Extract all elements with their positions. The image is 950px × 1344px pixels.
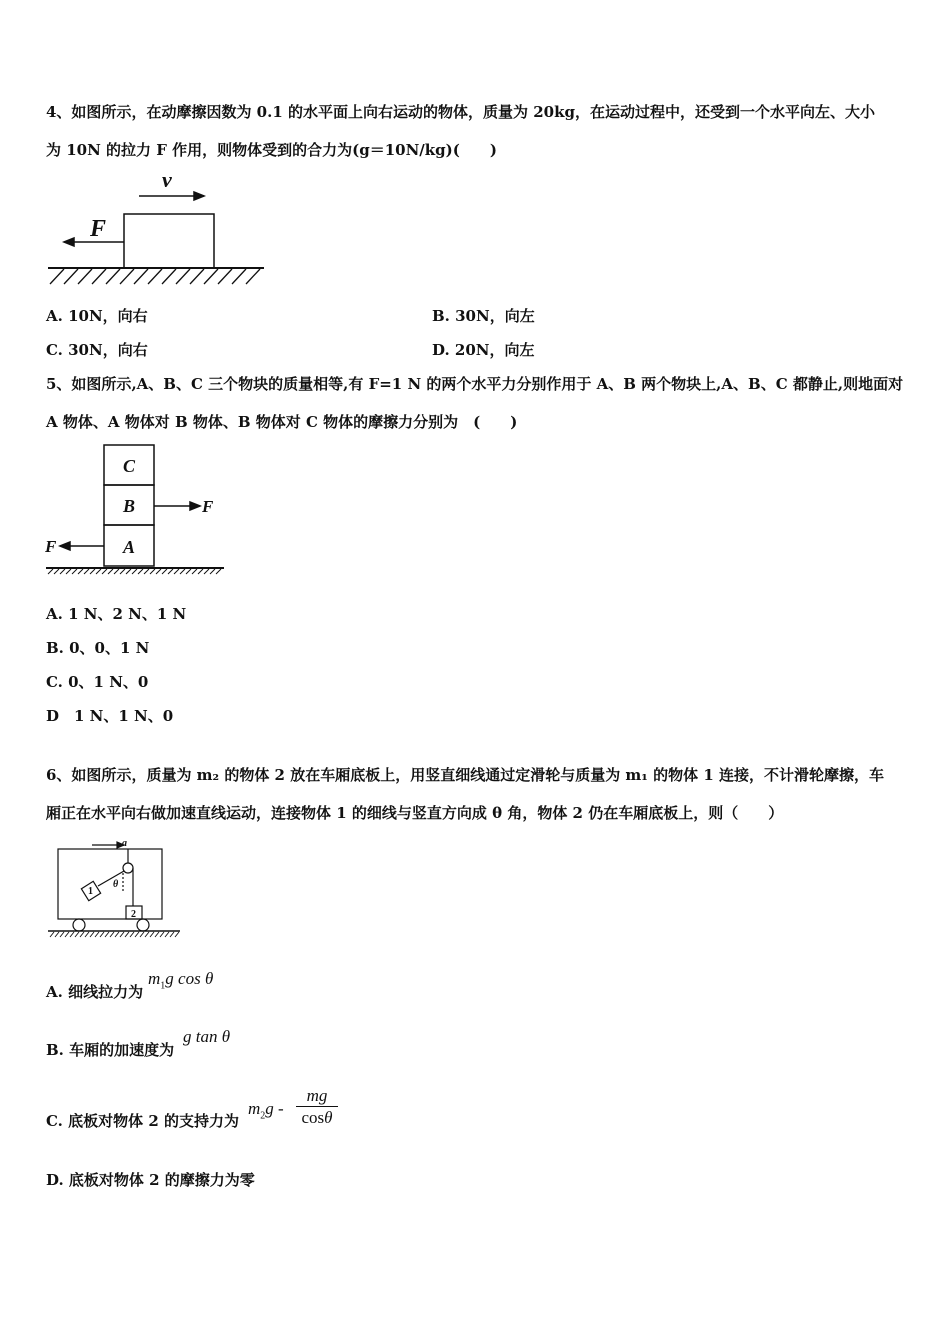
q4-force-arrowhead xyxy=(64,238,74,246)
q4-label-v: v xyxy=(162,168,172,192)
q6-figure xyxy=(44,834,184,944)
q6-line-1: 6、如图所示，质量为 m₂ 的物体 2 放在车厢底板上，用竖直细线通过定滑轮与质量为 m₁ 的物体 1 连接，不计滑轮摩擦，车 xyxy=(46,766,884,784)
q6-option-c[interactable] xyxy=(46,1111,239,1131)
q5-line-2: A 物体、A 物体对 B 物体、B 物体对 C 物体的摩擦力分别为 ( ) xyxy=(46,413,518,431)
q4-line-2: 为 10N 的拉力 F 作用，则物体受到的合力为(g＝10N/kg)( ) xyxy=(46,141,497,159)
q6-label-2: 2 xyxy=(131,909,136,920)
q4-velocity-arrowhead xyxy=(194,192,204,200)
q6-option-a-formula: $m_1g$ cos θ xyxy=(148,969,214,992)
q4-figure xyxy=(44,168,268,292)
q6-option-a[interactable] xyxy=(46,982,143,1002)
q6-option-c-numerator: mg xyxy=(296,1086,338,1107)
q6-option-c-formula-lead: $m_2g$ - xyxy=(248,1099,284,1122)
q4-line-1: 4、如图所示，在动摩擦因数为 0.1 的水平面上向右运动的物体，质量为 20kg，在运动过程中，还受到一个水平向左、大小 xyxy=(46,103,875,121)
q4-ground-hatch xyxy=(50,269,260,284)
q6-option-b-formula: g tan θ xyxy=(183,1027,231,1046)
q6-option-b-text: B. 车厢的加速度为 xyxy=(46,1041,175,1059)
q4-option-a[interactable]: A. 10N，向右 xyxy=(46,307,148,325)
q4-label-f: F xyxy=(90,216,107,242)
q6-option-c-text: C. 底板对物体 2 的支持力为 xyxy=(46,1112,240,1130)
q6-wheel-left xyxy=(73,919,85,931)
q6-option-d[interactable]: D. 底板对物体 2 的摩擦力为零 xyxy=(46,1171,255,1189)
q6-angled-string xyxy=(98,871,124,886)
q6-option-c-denominator: cosθ xyxy=(301,1108,333,1127)
q5-figure xyxy=(42,440,228,580)
q5-label-c: C xyxy=(123,456,136,476)
q6-option-b[interactable] xyxy=(46,1040,174,1060)
q5-option-c[interactable]: C. 0、1 N、0 xyxy=(46,673,149,691)
q5-label-b: B xyxy=(123,496,136,516)
q4-option-b[interactable]: B. 30N，向左 xyxy=(432,307,535,325)
q5-label-f-right: F xyxy=(202,497,214,516)
q6-label-1: 1 xyxy=(88,886,93,897)
q6-pulley xyxy=(123,863,133,873)
q6-wheel-right xyxy=(137,919,149,931)
q5-option-d[interactable]: D 1 N、1 N、0 xyxy=(46,707,174,725)
q5-option-a[interactable]: A. 1 N、2 N、1 N xyxy=(46,605,187,623)
q6-carriage xyxy=(58,849,162,919)
q5-option-b[interactable]: B. 0、0、1 N xyxy=(46,639,150,657)
q6-label-a: a xyxy=(122,838,127,849)
q4-block xyxy=(124,214,214,268)
q6-label-theta: θ xyxy=(113,879,119,890)
q5-label-a: A xyxy=(123,537,136,557)
q6-option-a-text: A. 细线拉力为 xyxy=(46,983,144,1001)
q5-ground-hatch xyxy=(48,569,221,574)
q5-label-f-left: F xyxy=(45,537,57,556)
q4-option-d[interactable]: D. 20N，向左 xyxy=(432,341,535,359)
q5-line-1: 5、如图所示,A、B、C 三个物块的质量相等,有 F=1 N 的两个水平力分别作用于 A、B 两个物块上,A、B、C 都静止,则地面对 xyxy=(46,375,904,393)
q4-option-c[interactable]: C. 30N，向右 xyxy=(46,341,148,359)
q6-option-c-fraction xyxy=(296,1086,338,1129)
q6-line-2: 厢正在水平向右做加速直线运动，连接物体 1 的细线与竖直方向成 θ 角，物体 2 仍在车厢底板上，则（ ） xyxy=(46,804,784,822)
q6-ground-hatch xyxy=(50,932,179,937)
